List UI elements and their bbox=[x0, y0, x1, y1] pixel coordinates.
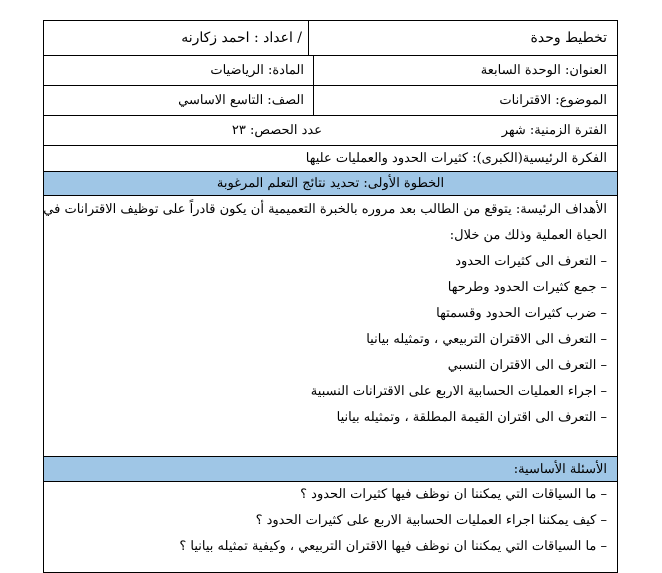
step1-heading-row bbox=[44, 172, 617, 196]
objective-item: – التعرف الى كثيرات الحدود bbox=[455, 254, 607, 269]
topic-class-row bbox=[44, 86, 617, 116]
objective-item: – جمع كثيرات الحدود وطرحها bbox=[447, 280, 607, 295]
objectives-intro-line-2: الحياة العملية وذلك من خلال: bbox=[449, 228, 607, 243]
title-subject-row bbox=[44, 56, 617, 86]
unit-plan-table bbox=[43, 20, 618, 573]
column-divider bbox=[308, 21, 309, 55]
lesson-count: عدد الحصص: ٢٣ bbox=[231, 123, 322, 138]
objective-item: – التعرف الى الاقتران التربيعي ، وتمثيله بيانيا bbox=[366, 332, 607, 347]
step1-heading: الخطوة الأولى: تحديد نتائج التعلم المرغوبة bbox=[216, 176, 445, 191]
objectives-intro-line-1: الأهداف الرئيسة: يتوقع من الطالب بعد مروره بالخبرة التعميمية أن يكون قادراً على توظيف الاقترانات في bbox=[43, 202, 607, 217]
column-divider bbox=[313, 56, 314, 85]
questions-row bbox=[44, 482, 617, 572]
class-grade: الصف: التاسع الاساسي bbox=[178, 93, 304, 108]
period-lessons-row bbox=[44, 116, 617, 146]
question-item: – ما السياقات التي يمكننا ان نوظف فيها الاقتران التربيعي ، وكيفية تمثيله بيانيا ؟ bbox=[179, 539, 607, 554]
time-period: الفترة الزمنية: شهر bbox=[501, 123, 607, 138]
unit-title: العنوان: الوحدة السابعة bbox=[480, 63, 607, 78]
unit-plan-title: تخطيط وحدة bbox=[530, 30, 607, 46]
question-item: – ما السياقات التي يمكننا ان نوظف فيها كثيرات الحدود ؟ bbox=[300, 487, 607, 502]
header-row bbox=[44, 21, 617, 56]
question-item: – كيف يمكننا اجراء العمليات الحسابية الاربع على كثيرات الحدود ؟ bbox=[255, 513, 607, 528]
subject: المادة: الرياضيات bbox=[210, 63, 304, 78]
questions-heading: الأسئلة الأساسية: bbox=[513, 461, 607, 477]
big-idea-row bbox=[44, 146, 617, 172]
objective-item: – اجراء العمليات الحسابية الاربع على الاقترانات النسبية bbox=[310, 384, 607, 399]
questions-heading-row bbox=[44, 457, 617, 482]
objective-item: – التعرف الى الاقتران النسبي bbox=[447, 358, 607, 373]
objectives-row bbox=[44, 196, 617, 457]
prepared-by: / اعداد : احمد زكارنه bbox=[181, 30, 302, 46]
big-idea: الفكرة الرئيسية(الكبرى): كثيرات الحدود والعمليات عليها bbox=[305, 151, 607, 166]
topic: الموضوع: الاقترانات bbox=[499, 93, 607, 108]
column-divider bbox=[313, 86, 314, 115]
objective-item: – ضرب كثيرات الحدود وقسمتها bbox=[436, 306, 607, 321]
objective-item: – التعرف الى اقتران القيمة المطلقة ، وتمثيله بيانيا bbox=[336, 410, 607, 425]
